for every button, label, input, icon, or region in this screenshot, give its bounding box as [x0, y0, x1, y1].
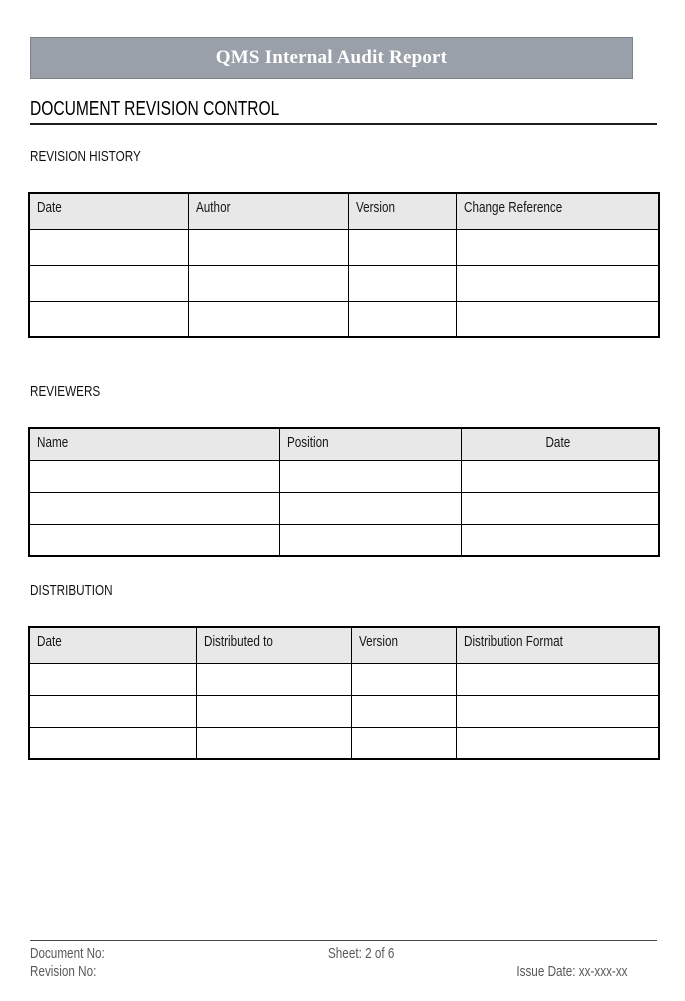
- column-header-date: Date: [29, 193, 188, 229]
- cell: [29, 265, 188, 301]
- cell: [29, 229, 188, 265]
- column-header-version: Version: [351, 627, 456, 663]
- cell: [29, 663, 196, 695]
- column-header-name: Name: [29, 428, 279, 460]
- column-header-author: Author: [188, 193, 348, 229]
- distribution-label: DISTRIBUTION: [30, 582, 113, 599]
- table-row: [29, 663, 659, 695]
- table-row: [29, 695, 659, 727]
- table-row: [29, 727, 659, 759]
- reviewers-label: REVIEWERS: [30, 383, 101, 400]
- footer-sheet-number: Sheet: 2 of 6: [328, 945, 395, 962]
- cell: [196, 663, 351, 695]
- report-title: QMS Internal Audit Report: [215, 47, 448, 68]
- table-header-row: [29, 193, 659, 229]
- cell: [348, 301, 456, 337]
- page-title: DOCUMENT REVISION CONTROL: [30, 98, 280, 120]
- revision-history-label: REVISION HISTORY: [30, 148, 141, 165]
- report-title-banner: [30, 37, 633, 79]
- column-header-change-reference: Change Reference: [456, 193, 659, 229]
- footer-revision-no: Revision No:: [30, 963, 97, 980]
- cell: [196, 695, 351, 727]
- cell: [456, 301, 659, 337]
- cell: [456, 265, 659, 301]
- column-header-date: Date: [29, 627, 196, 663]
- column-header-distribution-format: Distribution Format: [456, 627, 659, 663]
- cell: [29, 727, 196, 759]
- cell: [29, 460, 279, 492]
- cell: [456, 695, 659, 727]
- cell: [351, 695, 456, 727]
- cell: [188, 265, 348, 301]
- cell: [188, 229, 348, 265]
- cell: [461, 524, 659, 556]
- cell: [461, 492, 659, 524]
- column-header-position: Position: [279, 428, 461, 460]
- cell: [29, 695, 196, 727]
- footer-divider: [30, 940, 657, 941]
- cell: [348, 229, 456, 265]
- cell: [29, 524, 279, 556]
- cell: [351, 727, 456, 759]
- column-header-date: Date: [461, 428, 659, 460]
- cell: [351, 663, 456, 695]
- cell: [456, 663, 659, 695]
- cell: [348, 265, 456, 301]
- table-row: [29, 460, 659, 492]
- title-underline: [30, 123, 657, 125]
- table-row: [29, 524, 659, 556]
- cell: [461, 460, 659, 492]
- cell: [456, 727, 659, 759]
- column-header-version: Version: [348, 193, 456, 229]
- reviewers-table: [28, 427, 660, 557]
- cell: [456, 229, 659, 265]
- table-row: [29, 301, 659, 337]
- revision-history-table: [28, 192, 660, 338]
- table-row: [29, 229, 659, 265]
- cell: [29, 301, 188, 337]
- cell: [279, 524, 461, 556]
- table-row: [29, 265, 659, 301]
- cell: [279, 492, 461, 524]
- cell: [196, 727, 351, 759]
- column-header-distributed-to: Distributed to: [196, 627, 351, 663]
- cell: [279, 460, 461, 492]
- table-header-row: [29, 428, 659, 460]
- table-row: [29, 492, 659, 524]
- cell: [188, 301, 348, 337]
- footer-issue-date: Issue Date: xx-xxx-xx: [516, 963, 628, 980]
- cell: [29, 492, 279, 524]
- table-header-row: [29, 627, 659, 663]
- distribution-table: [28, 626, 660, 760]
- footer-document-no: Document No:: [30, 945, 105, 962]
